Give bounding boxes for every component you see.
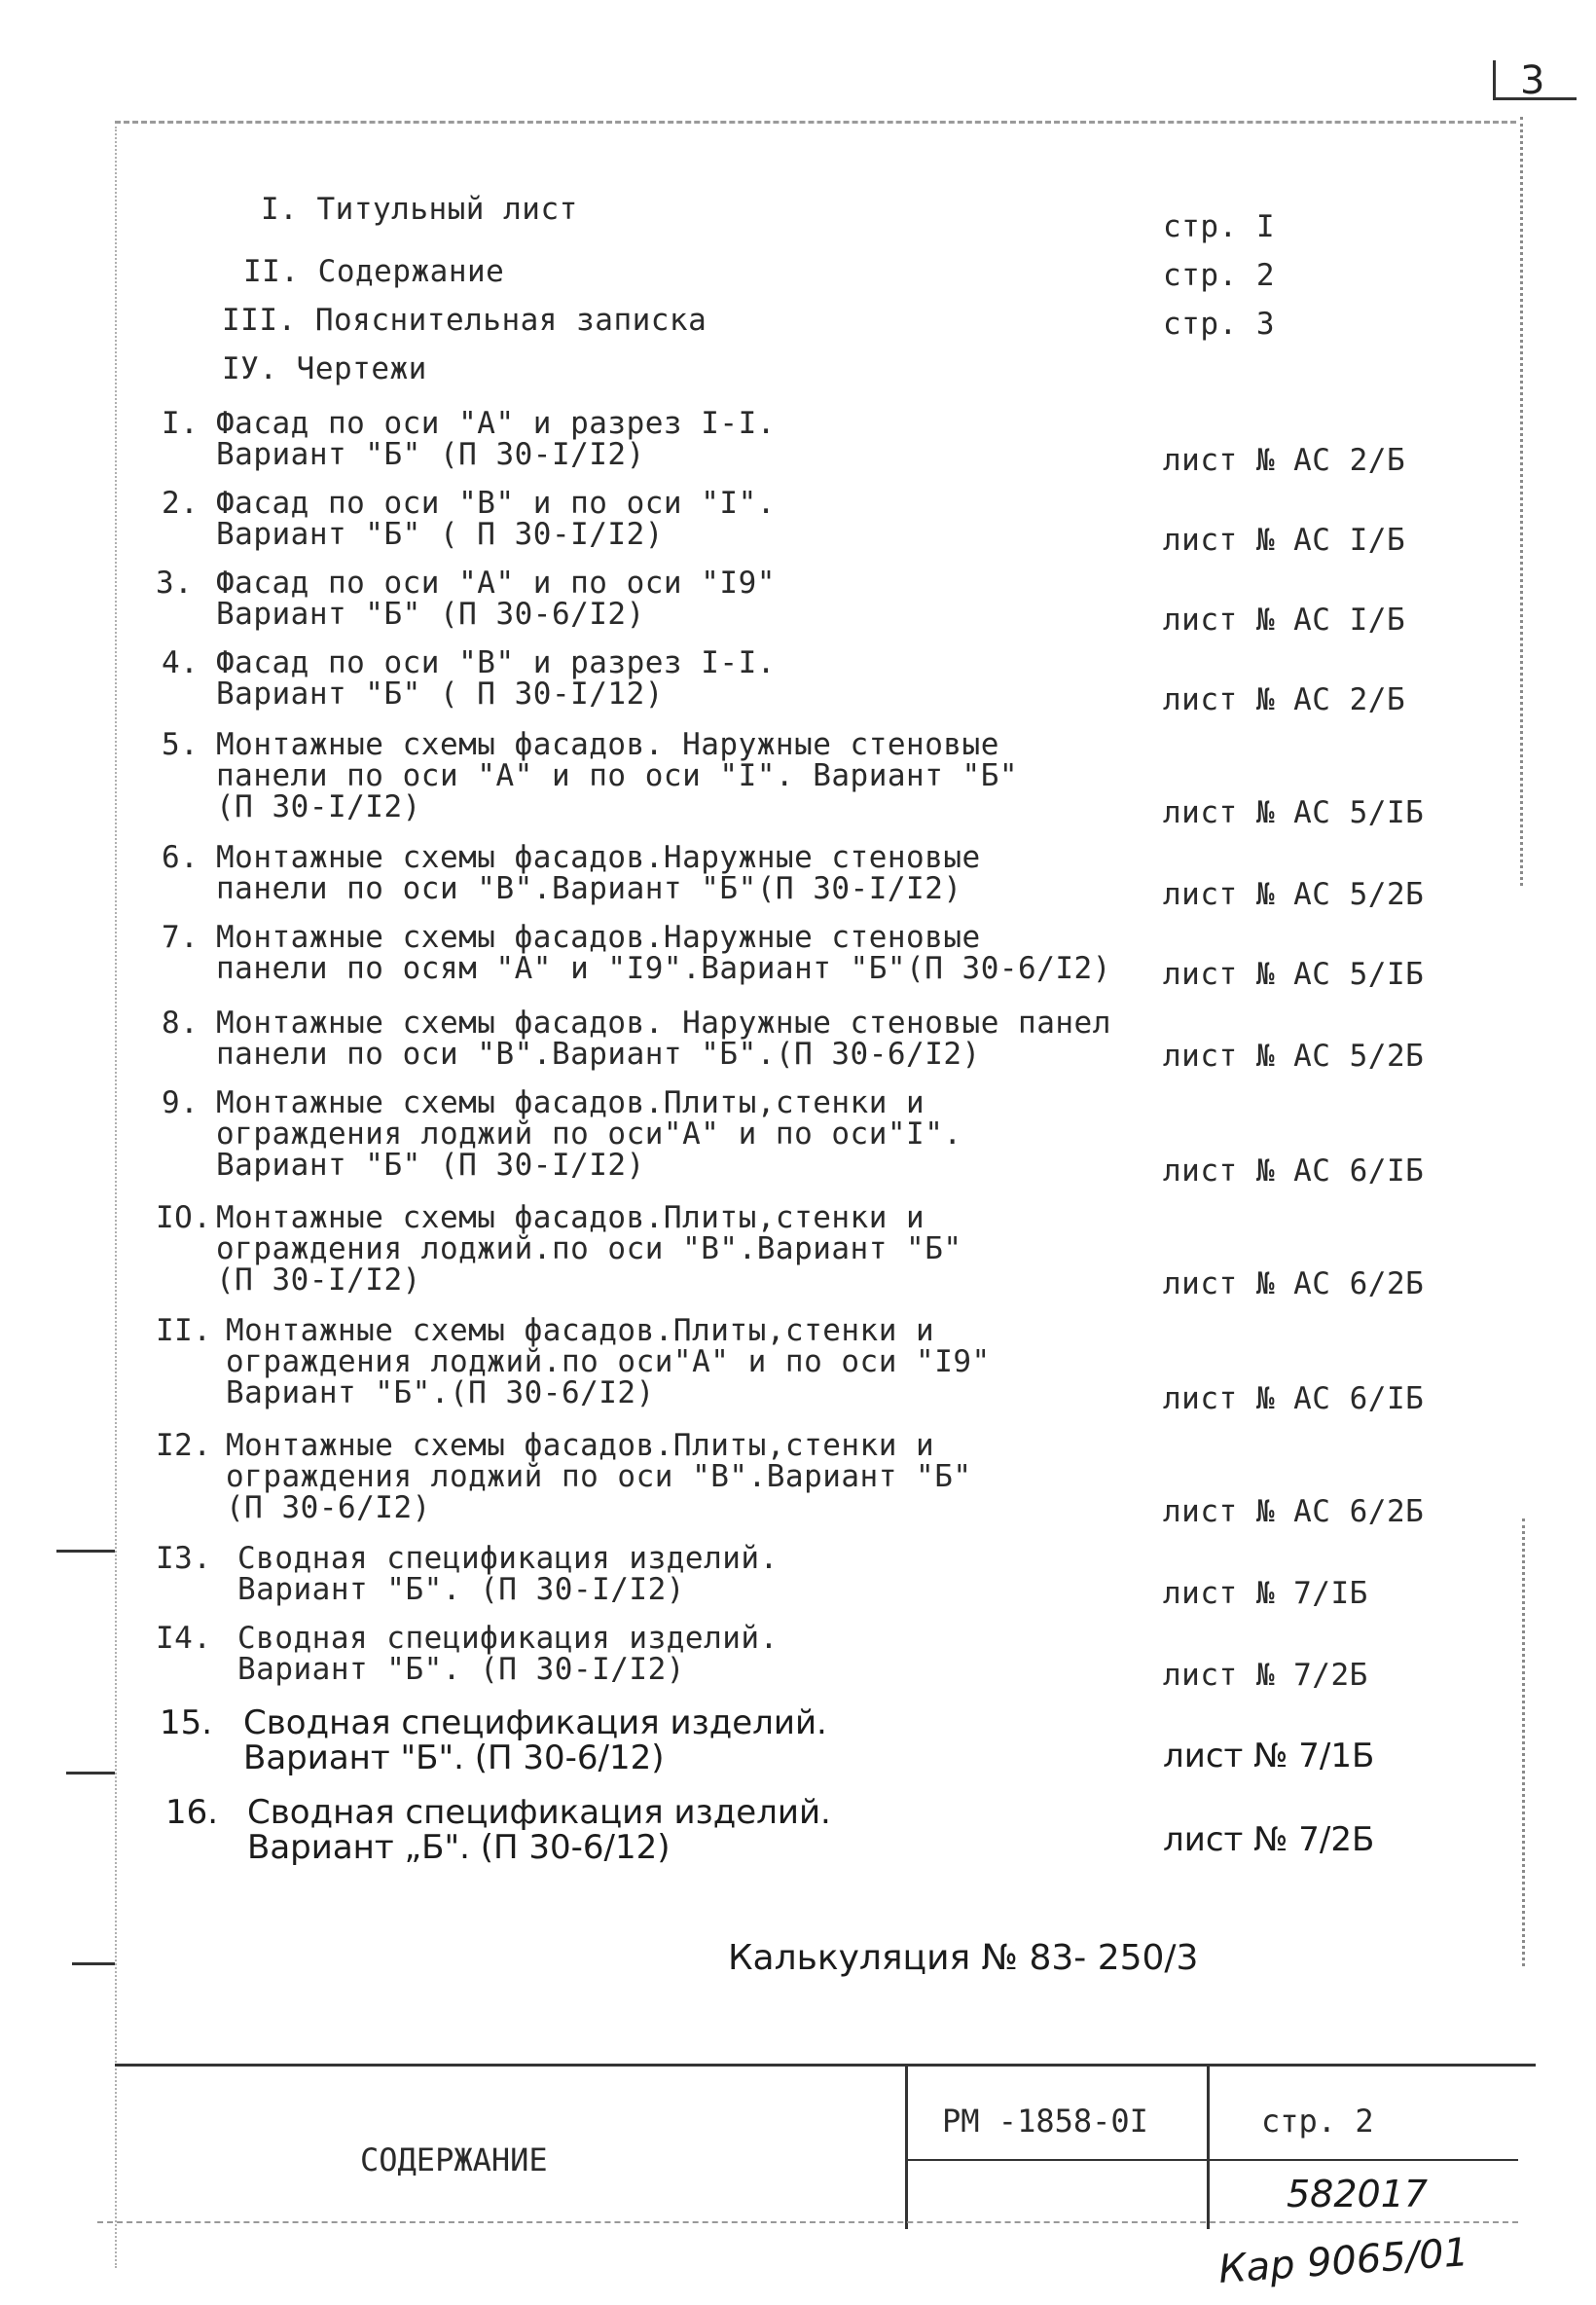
item-line: Сводная спецификация изделий. — [237, 1541, 779, 1576]
section-iv: IУ. Чертежи — [222, 351, 427, 386]
item-number: IO. — [156, 1200, 212, 1235]
item-line: Фасад по оси "А" и по оси "I9" — [216, 566, 776, 601]
item-number: 4. — [162, 645, 200, 680]
item-line: Вариант "Б" (П 30-I/I2) — [216, 437, 645, 472]
corner-line-vertical — [1493, 60, 1496, 99]
item-line: Фасад по оси "В" и по оси "I". — [216, 486, 776, 521]
item-sheet-ref: лист № 7/IБ — [1163, 1576, 1368, 1611]
item-number: II. — [156, 1313, 212, 1348]
item-sheet-ref: лист № 7/2Б — [1163, 1820, 1375, 1859]
item-sheet-ref: лист № АС 6/2Б — [1163, 1266, 1425, 1301]
item-sheet-ref: лист № АС 5/IБ — [1163, 795, 1425, 830]
margin-mark — [56, 1550, 115, 1553]
item-line: ограждения лоджий по оси "В".Вариант "Б" — [226, 1459, 972, 1494]
item-number: I4. — [156, 1621, 212, 1656]
item-line: Вариант "Б" (П 30-I/I2) — [216, 1148, 645, 1183]
item-line: (П 30-I/I2) — [216, 789, 421, 824]
item-number: 7. — [162, 920, 200, 955]
calculation-number: Калькуляция № 83- 250/3 — [728, 1938, 1199, 1978]
item-sheet-ref: лист № АС 2/Б — [1163, 682, 1406, 717]
margin-mark — [66, 1772, 115, 1774]
title-block-row-line — [905, 2159, 1518, 2161]
title-block-label: СОДЕРЖАНИЕ — [360, 2141, 548, 2178]
item-line: ограждения лоджий по оси"А" и по оси"I". — [216, 1116, 962, 1152]
title-block-divider — [1207, 2064, 1210, 2229]
handwritten-stamp-number: 582017 — [1287, 2173, 1429, 2215]
item-line: панели по осям "А" и "I9".Вариант "Б"(П 30-6/I2) — [216, 951, 1111, 986]
item-sheet-ref: лист № АС I/Б — [1163, 523, 1406, 558]
item-number: 9. — [162, 1085, 200, 1120]
item-sheet-ref: лист № АС 5/2Б — [1163, 1039, 1425, 1074]
item-line: панели по оси "А" и по оси "I". Вариант "Б" — [216, 758, 1019, 793]
item-line: Вариант "Б" (П 30-6/I2) — [216, 597, 645, 632]
item-sheet-ref: лист № АС 2/Б — [1163, 443, 1406, 478]
item-line: Вариант "Б" ( П 30-I/12) — [216, 677, 664, 712]
item-number: 6. — [162, 840, 200, 875]
item-line: Монтажные схемы фасадов.Плиты,стенки и — [216, 1085, 925, 1120]
section-i-ref: стр. I — [1163, 209, 1275, 244]
page-number: 3 — [1520, 58, 1545, 103]
left-border — [115, 127, 117, 2268]
title-block-divider — [905, 2064, 908, 2229]
title-block-top-line — [115, 2064, 1536, 2067]
handwritten-stamp-reference: Кар 9065/01 — [1216, 2230, 1470, 2292]
item-sheet-ref: лист № АС I/Б — [1163, 603, 1406, 638]
item-sheet-ref: лист № АС 6/IБ — [1163, 1381, 1425, 1416]
item-line: Вариант "Б". (П 30-I/I2) — [237, 1572, 685, 1607]
item-line: панели по оси "В".Вариант "Б"(П 30-I/I2) — [216, 871, 962, 906]
item-number: 8. — [162, 1006, 200, 1041]
item-number: 15. — [160, 1703, 213, 1742]
document-code: РМ -1858-0I — [942, 2103, 1148, 2140]
item-line: Монтажные схемы фасадов.Плиты,стенки и — [216, 1200, 925, 1235]
item-line: (П 30-6/I2) — [226, 1490, 431, 1525]
item-line: Монтажные схемы фасадов.Наружные стеновые — [216, 920, 981, 955]
item-line: Вариант "Б".(П 30-6/I2) — [226, 1375, 655, 1410]
item-sheet-ref: лист № АС 6/IБ — [1163, 1153, 1425, 1189]
item-line: панели по оси "В".Вариант "Б".(П 30-6/I2) — [216, 1037, 981, 1072]
title-block-page: стр. 2 — [1261, 2103, 1374, 2140]
item-line: Сводная спецификация изделий. — [247, 1793, 831, 1832]
section-iii: III. Пояснительная записка — [222, 303, 707, 338]
item-line: Вариант „Б". (П 30-6/12) — [247, 1828, 671, 1867]
section-iii-ref: стр. 3 — [1163, 307, 1275, 342]
item-sheet-ref: лист № 7/1Б — [1163, 1737, 1375, 1775]
section-ii-ref: стр. 2 — [1163, 258, 1275, 293]
item-line: Фасад по оси "В" и разрез I-I. — [216, 645, 776, 680]
item-line: Сводная спецификация изделий. — [237, 1621, 779, 1656]
item-line: Монтажные схемы фасадов.Плиты,стенки и — [226, 1313, 935, 1348]
item-number: 16. — [165, 1793, 219, 1832]
item-number: I3. — [156, 1541, 212, 1576]
section-i: I. Титульный лист — [261, 192, 578, 227]
item-line: Сводная спецификация изделий. — [243, 1703, 827, 1742]
bottom-border — [97, 2221, 1518, 2223]
item-sheet-ref: лист № АС 5/IБ — [1163, 957, 1425, 992]
margin-mark — [72, 1962, 115, 1965]
item-line: Фасад по оси "А" и разрез I-I. — [216, 406, 776, 441]
item-line: Монтажные схемы фасадов.Наружные стеновые — [216, 840, 981, 875]
right-border-lower — [1522, 1518, 1525, 1966]
item-line: ограждения лоджий.по оси"А" и по оси "I9" — [226, 1344, 991, 1379]
item-line: ограждения лоджий.по оси "В".Вариант "Б" — [216, 1231, 962, 1266]
item-number: 3. — [156, 566, 194, 601]
section-ii: II. Содержание — [243, 254, 505, 289]
right-border-upper — [1520, 117, 1523, 886]
item-sheet-ref: лист № АС 6/2Б — [1163, 1494, 1425, 1529]
item-line: Монтажные схемы фасадов. Наружные стеновые панел — [216, 1006, 1111, 1041]
item-number: I. — [162, 406, 200, 441]
item-line: Вариант "Б". (П 30-I/I2) — [237, 1652, 685, 1687]
item-line: (П 30-I/I2) — [216, 1262, 421, 1298]
item-number: 5. — [162, 727, 200, 762]
top-border — [115, 121, 1516, 124]
item-sheet-ref: лист № АС 5/2Б — [1163, 877, 1425, 912]
item-line: Вариант "Б" ( П 30-I/I2) — [216, 517, 664, 552]
item-number: 2. — [162, 486, 200, 521]
item-line: Монтажные схемы фасадов.Плиты,стенки и — [226, 1428, 935, 1463]
item-line: Монтажные схемы фасадов. Наружные стеновые — [216, 727, 999, 762]
item-number: I2. — [156, 1428, 212, 1463]
item-line: Вариант "Б". (П 30-6/12) — [243, 1738, 665, 1777]
item-sheet-ref: лист № 7/2Б — [1163, 1658, 1368, 1693]
